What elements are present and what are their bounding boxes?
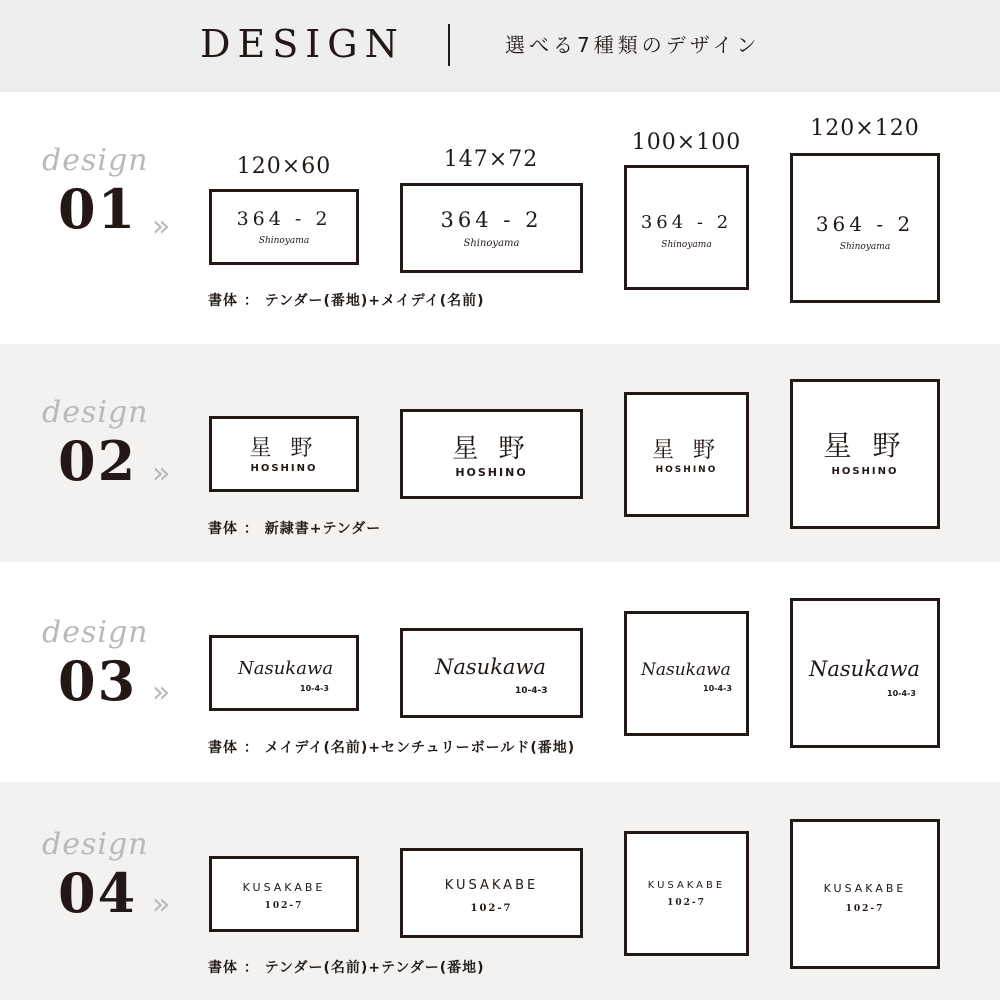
plate-address: 10-4-3 <box>300 684 329 693</box>
plate-100x100[interactable] <box>624 392 749 517</box>
plate-roman: HOSHINO <box>250 463 318 474</box>
plate-script-name: Nasukawa <box>809 657 920 681</box>
plate-script-name: Nasukawa <box>641 660 731 680</box>
plate-147x72[interactable] <box>400 183 583 273</box>
plate-caps-name: KUSAKABE <box>444 878 539 893</box>
plate-100x100[interactable] <box>624 165 749 290</box>
design-label-04 <box>38 828 148 928</box>
plate-120x60[interactable] <box>209 189 359 265</box>
plate-100x100[interactable] <box>624 831 749 956</box>
plate-120x120[interactable] <box>790 819 940 969</box>
font-note: 書体 ： テンダー(名前)+テンダー(番地) <box>208 960 485 976</box>
design-script-label: design <box>42 395 149 430</box>
header-banner <box>0 0 1000 92</box>
plate-roman: HOSHINO <box>831 466 899 477</box>
plate-kanji: 星 野 <box>249 436 319 461</box>
plate-roman: HOSHINO <box>455 466 528 479</box>
plate-120x60[interactable] <box>209 635 359 711</box>
page-title: DESIGN <box>200 22 405 66</box>
plate-kanji: 星 野 <box>652 438 721 463</box>
plate-caps-number: 102-7 <box>667 898 706 908</box>
header-divider <box>448 24 450 66</box>
design-label-01 <box>38 144 148 244</box>
plate-roman: HOSHINO <box>655 465 718 475</box>
design-label-03 <box>38 616 148 716</box>
plate-kanji: 星 野 <box>823 429 907 462</box>
plate-147x72[interactable] <box>400 628 583 718</box>
chevron-right-icon: » <box>152 209 167 244</box>
plate-name: Shinoyama <box>258 236 310 246</box>
design-number: 04 <box>58 861 138 925</box>
chevron-right-icon: » <box>152 456 167 491</box>
chevron-right-icon: » <box>152 887 167 922</box>
plate-name: Shinoyama <box>839 242 891 252</box>
plate-address: 10-4-3 <box>887 689 916 698</box>
plate-147x72[interactable] <box>400 409 583 499</box>
chevron-right-icon: » <box>152 675 167 710</box>
plate-100x100[interactable] <box>624 611 749 736</box>
plate-number: 364 - 2 <box>440 208 543 232</box>
plate-120x120[interactable] <box>790 153 940 303</box>
plate-caps-name: KUSAKABE <box>242 881 326 894</box>
font-note: 書体 ： メイデイ(名前)+センチュリーボールド(番地) <box>208 740 576 756</box>
plate-120x60[interactable] <box>209 856 359 932</box>
size-label-120x120: 120×120 <box>810 116 920 141</box>
size-label-147x72: 147×72 <box>443 147 539 172</box>
plate-147x72[interactable] <box>400 848 583 938</box>
font-note: 書体 ： テンダー(番地)+メイデイ(名前) <box>208 293 485 309</box>
design-number: 02 <box>58 429 138 493</box>
design-band-04 <box>0 782 1000 1000</box>
design-script-label: design <box>42 827 149 862</box>
plate-caps-number: 102-7 <box>845 904 885 914</box>
design-script-label: design <box>42 143 149 178</box>
design-label-02 <box>38 396 148 496</box>
plate-address: 10-4-3 <box>515 686 548 696</box>
plate-script-name: Nasukawa <box>238 658 334 679</box>
design-number: 01 <box>58 177 138 241</box>
plate-name: Shinoyama <box>661 240 712 250</box>
plate-script-name: Nasukawa <box>435 655 546 679</box>
size-label-100x100: 100×100 <box>631 130 742 155</box>
plate-address: 10-4-3 <box>703 684 732 693</box>
font-note: 書体 ： 新隷書+テンダー <box>208 521 382 537</box>
design-script-label: design <box>42 615 149 650</box>
design-band-03 <box>0 562 1000 782</box>
plate-name: Shinoyama <box>463 238 520 249</box>
plate-120x120[interactable] <box>790 598 940 748</box>
size-label-120x60: 120×60 <box>236 154 332 179</box>
plate-caps-name: KUSAKABE <box>647 880 726 891</box>
plate-number: 364 - 2 <box>236 208 332 230</box>
design-band-01 <box>0 92 1000 344</box>
design-number: 03 <box>58 649 138 713</box>
page-subtitle: 選べる7種類のデザイン <box>505 33 761 57</box>
plate-caps-number: 102-7 <box>264 901 304 911</box>
plate-number: 364 - 2 <box>815 212 915 236</box>
plate-kanji: 星 野 <box>452 434 531 464</box>
plate-number: 364 - 2 <box>640 212 733 233</box>
plate-caps-number: 102-7 <box>470 903 513 914</box>
design-band-02 <box>0 344 1000 562</box>
plate-caps-name: KUSAKABE <box>823 882 907 895</box>
plate-120x60[interactable] <box>209 416 359 492</box>
plate-120x120[interactable] <box>790 379 940 529</box>
